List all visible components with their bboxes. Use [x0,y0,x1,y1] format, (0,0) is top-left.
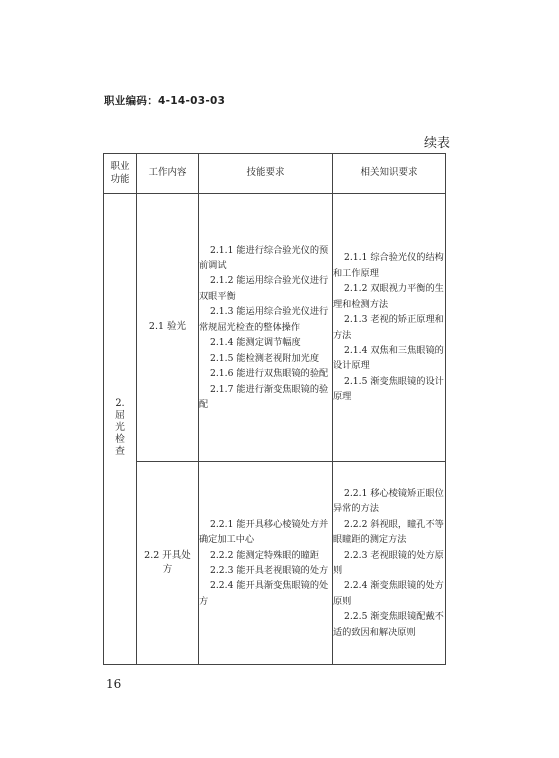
skill-item: 2.1.3 能运用综合验光仪进行常规屈光检查的整体操作 [199,306,329,333]
skill-item: 2.1.2 能运用综合验光仪进行双眼平衡 [199,275,329,302]
skills-cell [199,462,333,665]
knowledge-cell [333,462,446,665]
skill-item: 2.1.1 能进行综合验光仪的预前调试 [199,244,329,271]
function-name: 2.屈光检查 [115,398,125,458]
skill-item: 2.1.7 能进行渐变焦眼镜的验配 [199,383,329,411]
content-cell: 2.2 开具处方 [137,462,199,665]
skill-item: 2.1.6 能进行双焦眼镜的验配 [210,368,329,380]
continued-label: 续表 [424,136,451,151]
page-number: 16 [106,677,122,691]
function-cell [104,194,137,665]
standards-table [103,153,446,665]
knowledge-item: 2.1.1 综合验光仪的结构和工作原理 [333,252,444,279]
table-row [104,194,446,462]
skill-item: 2.2.3 能开具老视眼镜的处方 [210,565,329,576]
header-knowledge: 相关知识要求 [333,154,446,194]
knowledge-item: 2.2.2 斜视眼，瞳孔不等眼瞳距的测定方法 [333,518,444,546]
knowledge-item: 2.2.4 渐变焦眼镜的处方原则 [333,580,444,607]
knowledge-item: 2.2.3 老视眼镜的处方原则 [333,549,444,576]
skill-item: 2.2.1 能开具移心棱镜处方并确定加工中心 [199,518,329,546]
header-function: 职业功能 [104,154,137,194]
occupation-code: 职业编码：4-14-03-03 [104,95,226,107]
knowledge-item: 2.1.3 老视的矫正原理和方法 [333,314,444,341]
skill-item: 2.2.4 能开具渐变焦眼镜的处方 [199,580,329,607]
skill-item: 2.1.5 能检测老视附加光度 [210,352,320,364]
skill-item: 2.2.2 能测定特殊眼的瞳距 [210,549,320,561]
header-content: 工作内容 [137,154,199,194]
skill-item: 2.1.4 能测定调节幅度 [210,337,301,349]
content-cell: 2.1 验光 [137,194,199,462]
knowledge-item: 2.1.4 双焦和三焦眼镜的设计原理 [333,344,444,372]
knowledge-item: 2.2.5 渐变焦眼镜配戴不适的致因和解决原则 [333,611,444,638]
knowledge-item: 2.1.2 双眼视力平衡的生理和检测方法 [333,283,444,310]
table-row [104,462,446,665]
knowledge-cell [333,194,446,462]
header-skills: 技能要求 [199,154,333,194]
skills-cell [199,194,333,462]
knowledge-item: 2.1.5 渐变焦眼镜的设计原理 [333,375,444,403]
knowledge-item: 2.2.1 移心棱镜矫正眼位异常的方法 [333,487,444,515]
table-header-row [104,154,446,194]
